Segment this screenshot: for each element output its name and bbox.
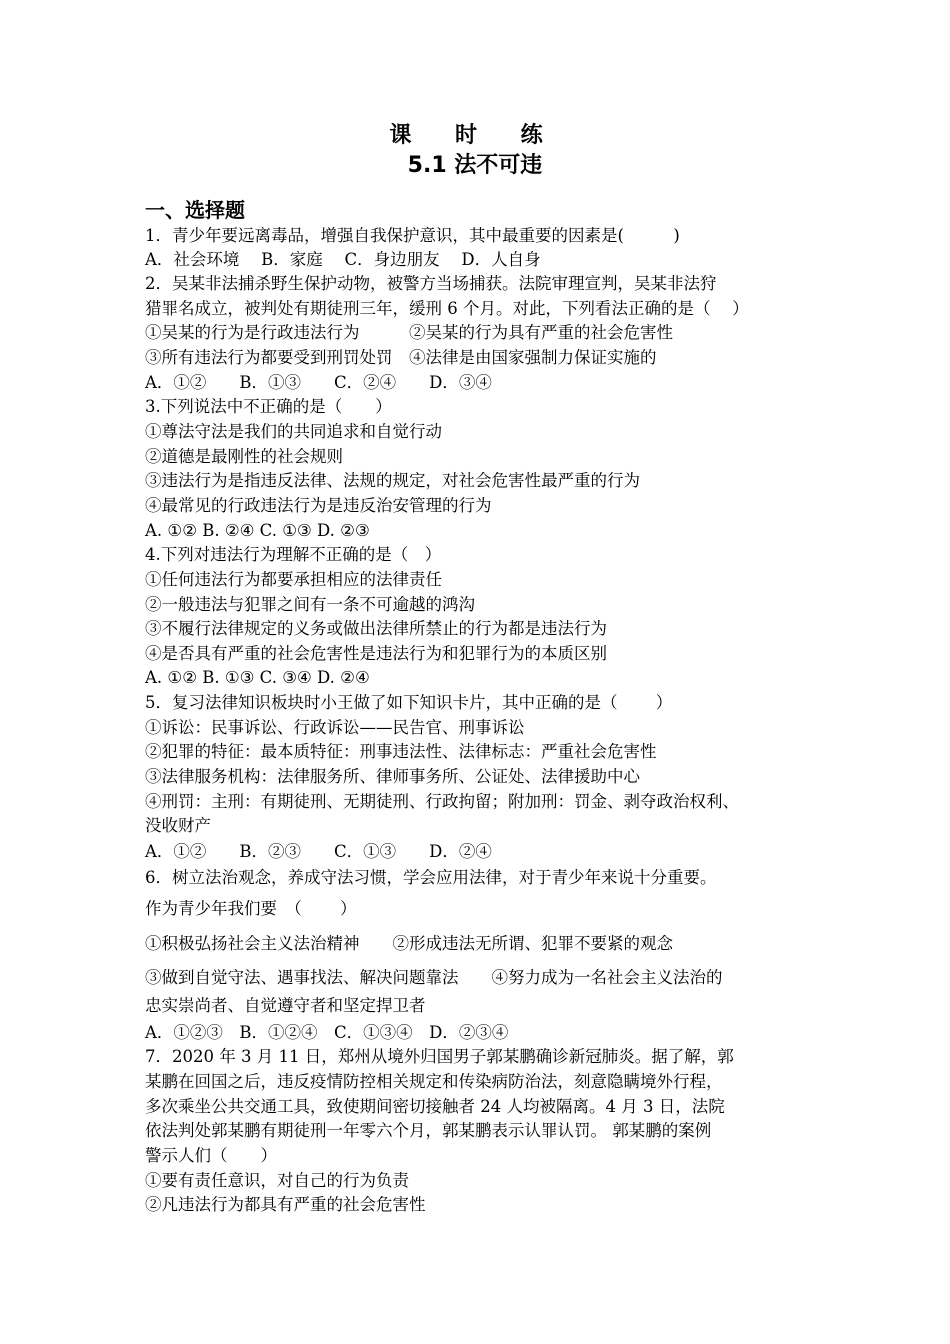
text-line: ①任何违法行为都要承担相应的法律责任 xyxy=(145,570,442,589)
text-line: ③违法行为是指违反法律、法规的规定，对社会危害性最严重的行为 xyxy=(145,471,640,490)
text-line: 没收财产 xyxy=(145,816,211,835)
text-line: 4.下列对违法行为理解不正确的是（ ） xyxy=(145,545,442,564)
text-line: 猎罪名成立，被判处有期徒刑三年，缓刑 6 个月。对此，下列看法正确的是（ ） xyxy=(145,299,749,318)
text-line: 7．2020 年 3 月 11 日，郑州从境外归国男子郭某鹏确诊新冠肺炎。据了解，郭 xyxy=(145,1047,734,1066)
text-line: ④是否具有严重的社会危害性是违法行为和犯罪行为的本质区别 xyxy=(145,644,607,663)
text-line: 多次乘坐公共交通工具，致使期间密切接触者 24 人均被隔离。4 月 3 日，法院 xyxy=(145,1097,725,1116)
text-line: 警示人们（ ） xyxy=(145,1146,277,1165)
text-line: ③不履行法律规定的义务或做出法律所禁止的行为都是违法行为 xyxy=(145,619,607,638)
text-line: A. ①② B. ①③ C. ③④ D. ②④ xyxy=(145,668,370,687)
page-subtitle: 5.1 法不可违 xyxy=(407,153,543,178)
text-line: A．①② B．②③ C．①③ D．②④ xyxy=(145,842,492,861)
text-line: 作为青少年我们要 （ ） xyxy=(145,899,357,918)
text-line: 1．青少年要远离毒品，增强自我保护意识，其中最重要的因素是( ) xyxy=(145,226,680,245)
text-line: ④刑罚：主刑：有期徒刑、无期徒刑、行政拘留；附加刑：罚金、剥夺政治权利、 xyxy=(145,792,739,811)
text-line: A．①②③ B．①②④ C．①③④ D．②③④ xyxy=(145,1023,509,1042)
text-line: 3.下列说法中不正确的是（ ） xyxy=(145,397,392,416)
text-line: ②道德是最刚性的社会规则 xyxy=(145,447,343,466)
text-line: 依法判处郭某鹏有期徒刑一年零六个月，郭某鹏表示认罪认罚。 郭某鹏的案例 xyxy=(145,1121,712,1140)
text-line: A. ①② B. ②④ C. ①③ D. ②③ xyxy=(145,521,370,540)
text-line: ①尊法守法是我们的共同追求和自觉行动 xyxy=(145,422,442,441)
text-line: 2．吴某非法捕杀野生保护动物，被警方当场捕获。法院审理宣判，吴某非法狩 xyxy=(145,274,717,293)
text-line: A．①② B．①③ C．②④ D．③④ xyxy=(145,373,492,392)
text-line: ③做到自觉守法、遇事找法、解决问题靠法 ④努力成为一名社会主义法治的 xyxy=(145,968,723,987)
text-line: ④最常见的行政违法行为是违反治安管理的行为 xyxy=(145,496,492,515)
text-line: ①要有责任意识，对自己的行为负责 xyxy=(145,1171,409,1190)
text-line: 6．树立法治观念，养成守法习惯，学会应用法律，对于青少年来说十分重要。 xyxy=(145,868,717,887)
text-line: ①诉讼：民事诉讼、行政诉讼——民告官、刑事诉讼 xyxy=(145,718,525,737)
text-line: 忠实崇尚者、自觉遵守者和坚定捍卫者 xyxy=(145,996,426,1015)
text-line: 某鹏在回国之后，违反疫情防控相关规定和传染病防治法，刻意隐瞒境外行程， xyxy=(145,1072,723,1091)
text-line: ①吴某的行为是行政违法行为 ②吴某的行为具有严重的社会危害性 xyxy=(145,323,673,342)
text-line: ③法律服务机构：法律服务所、律师事务所、公证处、法律援助中心 xyxy=(145,767,640,786)
text-line: 5．复习法律知识板块时小王做了如下知识卡片，其中正确的是（ ） xyxy=(145,693,673,712)
text-line: ②犯罪的特征：最本质特征：刑事违法性、法律标志：严重社会危害性 xyxy=(145,742,657,761)
page-title: 课 时 练 xyxy=(389,123,561,148)
text-line: ②一般违法与犯罪之间有一条不可逾越的鸿沟 xyxy=(145,595,475,614)
text-line: ③所有违法行为都要受到刑罚处罚 ④法律是由国家强制力保证实施的 xyxy=(145,348,657,367)
text-line: ①积极弘扬社会主义法治精神 ②形成违法无所谓、犯罪不要紧的观念 xyxy=(145,934,673,953)
text-line: ②凡违法行为都具有严重的社会危害性 xyxy=(145,1195,426,1214)
section-heading: 一、选择题 xyxy=(145,198,245,222)
text-line: A．社会环境 B．家庭 C．身边朋友 D．人自身 xyxy=(145,250,541,269)
